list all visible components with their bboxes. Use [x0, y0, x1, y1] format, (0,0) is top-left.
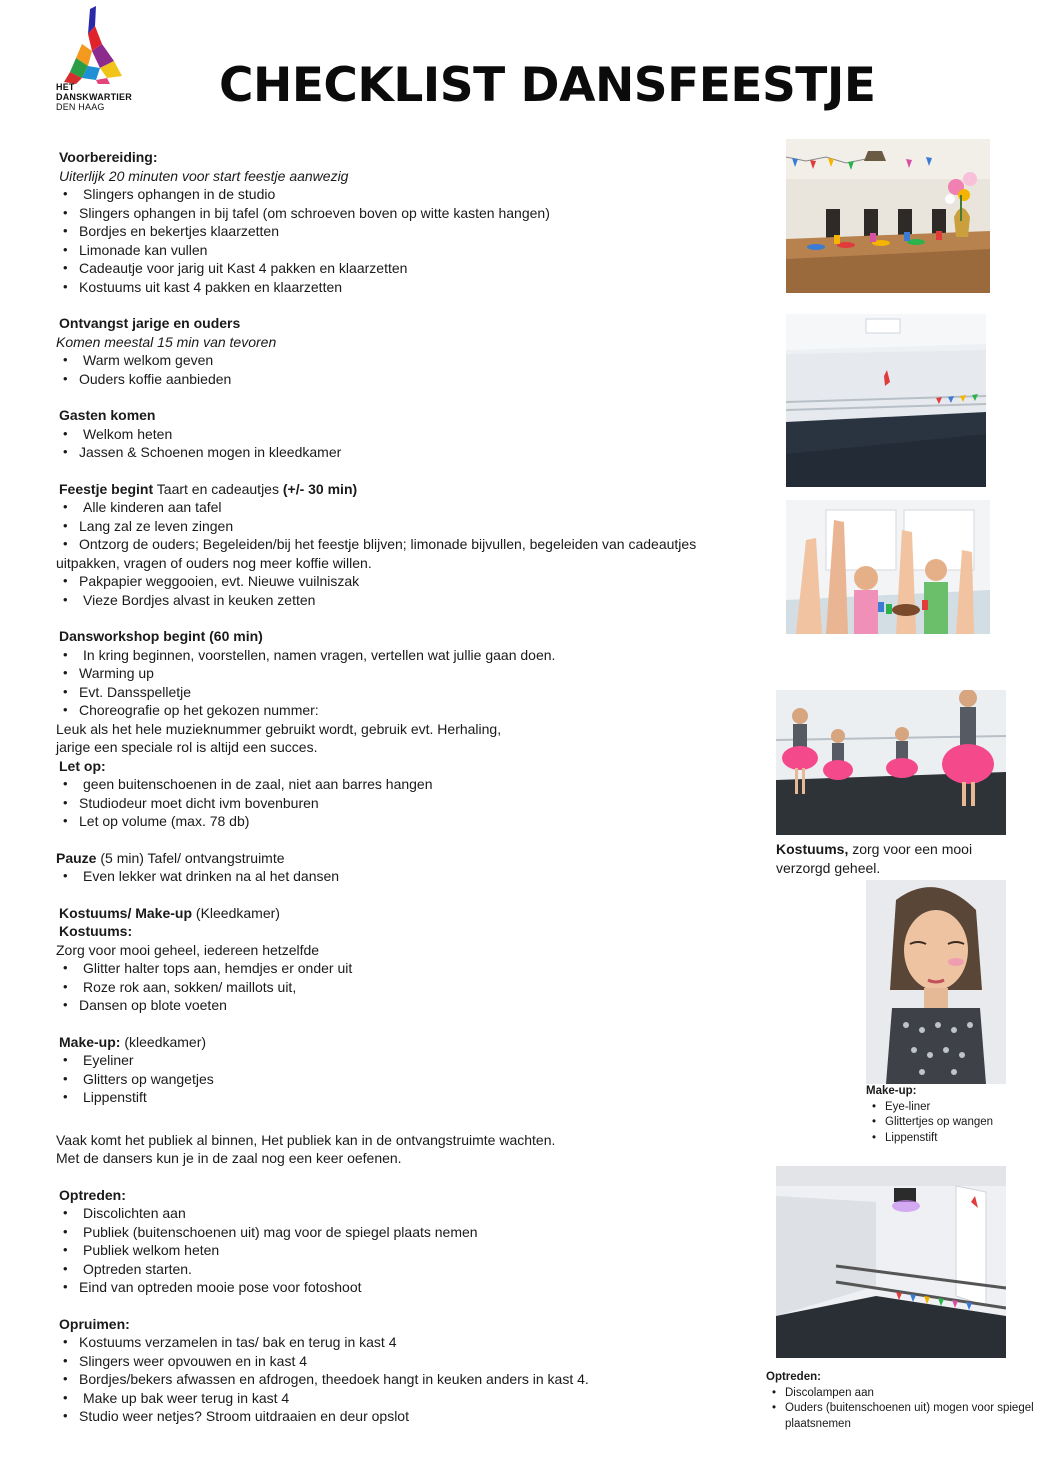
section-heading: Kostuums/ Make-up (Kleedkamer): [59, 904, 280, 921]
list-item: • Slingers ophangen in de studio: [56, 185, 756, 204]
list-item: • Let op volume (max. 78 db): [56, 812, 756, 831]
list-item: • Welkom heten: [56, 425, 756, 444]
section-kostuums: [56, 904, 756, 1015]
list-item: • Kostuums verzamelen in tas/ bak en terug in kast 4: [56, 1333, 756, 1352]
list-item: • Eind van optreden mooie pose voor fotoshoot: [56, 1278, 756, 1297]
section-heading: Feestje begint Taart en cadeautjes (+/- 30 min): [59, 480, 358, 497]
list-item: • Roze rok aan, sokken/ maillots uit,: [56, 978, 756, 997]
list-item: • Dansen op blote voeten: [56, 996, 756, 1015]
list-item: • Slingers ophangen in bij tafel (om schroeven boven op witte kasten hangen): [56, 204, 756, 223]
list-item: • Bordjes en bekertjes klaarzetten: [56, 222, 756, 241]
list-item: • Lang zal ze leven zingen: [56, 517, 756, 536]
paragraph: Vaak komt het publiek al binnen, Het publiek kan in de ontvangstruimte wachten.: [56, 1131, 556, 1148]
caption-kostuums: Kostuums, zorg voor een mooi verzorgd geheel.: [776, 841, 973, 876]
list-item: • Jassen & Schoenen mogen in kleedkamer: [56, 443, 756, 462]
list-item: • Glittertjes op wangen: [866, 1115, 1008, 1131]
list-item: • Lippenstift: [866, 1131, 1008, 1147]
list-item: • Bordjes/bekers afwassen en afdrogen, theedoek hangt in keuken anders in kast 4.: [56, 1370, 756, 1389]
section-heading: Voorbereiding:: [59, 149, 158, 165]
photo-kids-party: [786, 500, 990, 634]
section-voorbereiding: [56, 148, 756, 296]
list-item: • Studiodeur moet dicht ivm bovenburen: [56, 794, 756, 813]
list-item: • Make up bak weer terug in kast 4: [56, 1389, 756, 1408]
list-item: • Eyeliner: [56, 1051, 756, 1070]
list-item: • In kring beginnen, voorstellen, namen vragen, vertellen wat jullie gaan doen.: [56, 646, 756, 665]
page-title: CHECKLIST DANSFEESTJE: [219, 58, 876, 113]
section-gasten: [56, 406, 756, 462]
workshop-note: Leuk als het hele muzieknummer gebruikt wordt, gebruik evt. Herhaling,: [56, 720, 502, 737]
section-subtitle: Komen meestal 15 min van tevoren: [56, 333, 277, 350]
list-item: • Warming up: [56, 664, 756, 683]
letop-heading: Let op:: [59, 757, 106, 774]
list-item: • Slingers weer opvouwen en in kast 4: [56, 1352, 756, 1371]
list-item: • Discolichten aan: [56, 1204, 756, 1223]
paragraph: Met de dansers kun je in de zaal nog een keer oefenen.: [56, 1150, 402, 1166]
list-item: • Even lekker wat drinken na al het dansen: [56, 867, 756, 886]
list-item: • Vieze Bordjes alvast in keuken zetten: [56, 591, 756, 610]
list-item: • Ouders koffie aanbieden: [56, 370, 756, 389]
section-makeup: [56, 1033, 756, 1107]
photo-makeup: [866, 880, 1006, 1084]
section-subtitle: Uiterlijk 20 minuten voor start feestje aanwezig: [59, 167, 349, 184]
section-heading: Optreden:: [59, 1186, 126, 1203]
list-item: • Lippenstift: [56, 1088, 756, 1107]
list-item: • Studio weer netjes? Stroom uitdraaien en deur opslot: [56, 1407, 756, 1426]
list-item: • Ontzorg de ouders; Begeleiden/bij het feestje blijven; limonade bijvullen, begeleiden van cadeautjes uitpakken, vragen of ouders nog meer koffie willen.: [56, 535, 756, 572]
section-heading: Pauze (5 min) Tafel/ ontvangstruimte: [56, 849, 285, 866]
list-item: • Evt. Dansspelletje: [56, 683, 756, 702]
section-feestje: [56, 480, 756, 610]
photo-studio: [786, 314, 986, 487]
list-item: • Publiek welkom heten: [56, 1241, 756, 1260]
list-item: • Glitters op wangetjes: [56, 1070, 756, 1089]
section-ontvangst: [56, 314, 756, 388]
photo-party-table: [786, 139, 990, 293]
list-item: • Kostuums uit kast 4 pakken en klaarzetten: [56, 278, 756, 297]
workshop-note: jarige een speciale rol is altijd een succes.: [56, 739, 318, 755]
section-pauze: [56, 849, 756, 886]
list-item: • Cadeautje voor jarig uit Kast 4 pakken en klaarzetten: [56, 259, 756, 278]
list-item: • Warm welkom geven: [56, 351, 756, 370]
checklist: [56, 148, 756, 1444]
section-heading: Opruimen:: [59, 1315, 130, 1332]
caption-makeup: Make-up: • Eye-liner • Glittertjes op wangen • Lippenstift: [866, 1084, 1008, 1146]
list-item: • Alle kinderen aan tafel: [56, 498, 756, 517]
list-item: • Glitter halter tops aan, hemdjes er onder uit: [56, 959, 756, 978]
sub-heading: Kostuums:: [59, 923, 133, 939]
section-optreden: [56, 1186, 756, 1297]
list-item: • Eye-liner: [866, 1100, 1008, 1116]
photo-optreden-studio: [776, 1166, 1006, 1358]
section-heading: Make-up: (kleedkamer): [59, 1033, 207, 1050]
sub-text: Zorg voor mooi geheel, iedereen hetzelfde: [56, 941, 320, 958]
section-workshop: [56, 627, 756, 831]
list-item: • Pakpapier weggooien, evt. Nieuwe vuilniszak: [56, 572, 756, 591]
section-heading: Ontvangst jarige en ouders: [59, 315, 241, 331]
section-heading: Gasten komen: [59, 407, 156, 423]
list-item: • Limonade kan vullen: [56, 241, 756, 260]
photo-dancers-costumes: [776, 690, 1006, 835]
caption-optreden: Optreden: • Discolampen aan • Ouders (buitenschoenen uit) mogen voor spiegel plaatsnemen: [766, 1370, 1036, 1432]
list-item: • Choreografie op het gekozen nummer:: [56, 701, 756, 720]
list-item: • geen buitenschoenen in de zaal, niet aan barres hangen: [56, 775, 756, 794]
list-item: • Ouders (buitenschoenen uit) mogen voor spiegel plaatsnemen: [766, 1401, 1036, 1432]
section-opruimen: [56, 1315, 756, 1426]
logo-wordmark: HET DANSKWARTIER DEN HAAG: [56, 82, 132, 112]
section-heading: Dansworkshop begint (60 min): [59, 628, 263, 644]
list-item: • Discolampen aan: [766, 1386, 1036, 1402]
list-item: • Publiek (buitenschoenen uit) mag voor de spiegel plaats nemen: [56, 1223, 756, 1242]
list-item: • Optreden starten.: [56, 1260, 756, 1279]
section-publiek: [56, 1131, 756, 1168]
